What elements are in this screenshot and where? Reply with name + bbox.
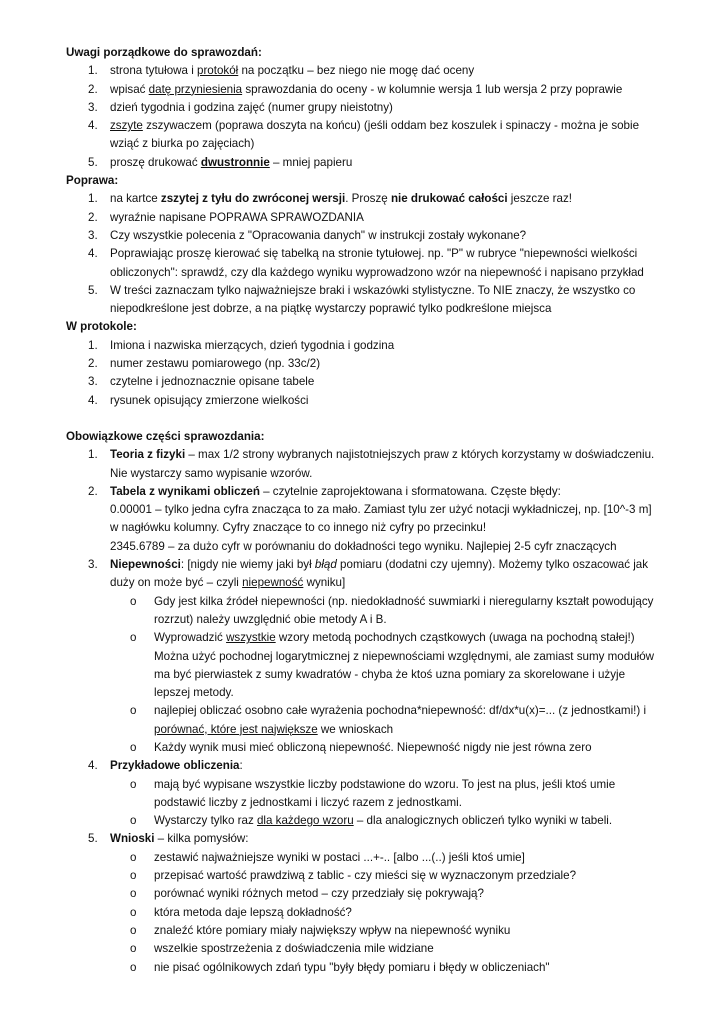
item-text: rysunek opisujący zmierzone wielkości bbox=[110, 393, 309, 407]
item-text: jeszcze raz! bbox=[507, 192, 573, 206]
protokol-item-1 bbox=[66, 337, 663, 355]
item-text: Imiona i nazwiska mierzących, dzień tygodnia i godzina bbox=[110, 338, 395, 352]
bullet-icon: o bbox=[130, 905, 137, 919]
item-text: czytelne i jednoznacznie opisane tabele bbox=[110, 375, 315, 389]
poprawa-item-1 bbox=[66, 190, 663, 208]
item-number: 1. bbox=[88, 338, 98, 352]
obowiazkowe-item-2 bbox=[66, 483, 663, 501]
item-number: 1. bbox=[88, 192, 98, 206]
bullet-icon: o bbox=[130, 740, 137, 754]
section-heading-obowiazkowe: Obowiązkowe części sprawozdania: bbox=[66, 429, 265, 443]
item-text: zestawić najważniejsze wyniki w postaci ...+-.. [albo ...(..) jeśli ktoś umie] bbox=[154, 850, 525, 864]
item-text: przepisać wartość prawdziwą z tablic - czy mieści się w wyznaczonym przedziale? bbox=[154, 869, 577, 883]
item-text: wzory metodą pochodnych cząstkowych (uwaga na pochodną stałej!) bbox=[275, 631, 635, 645]
item-text: dzień tygodnia i godzina zajęć (numer grupy nieistotny) bbox=[110, 100, 393, 114]
underlined-text: porównać, które jest największe bbox=[154, 722, 318, 736]
item-text: Każdy wynik musi mieć obliczoną niepewność. Niepewność nigdy nie jest równa zero bbox=[154, 740, 592, 754]
sub-list-item bbox=[66, 904, 663, 922]
obowiazkowe-item-3 bbox=[66, 556, 663, 593]
bullet-icon: o bbox=[130, 869, 137, 883]
bullet-icon: o bbox=[130, 850, 137, 864]
bold-text: Wnioski bbox=[110, 832, 155, 846]
bullet-icon: o bbox=[130, 942, 137, 956]
item-text: : bbox=[239, 759, 243, 773]
sub-list-item bbox=[66, 885, 663, 903]
item-number: 2. bbox=[88, 357, 98, 371]
item-continuation: 0.00001 – tylko jedna cyfra znacząca to za mało. Zamiast tylu zer użyć notacji wykładniczej, np. [10^-3 m] w nagłówku kolumny. Cyfry znaczące to co innego niż cyfry po przecinku! bbox=[110, 503, 652, 535]
uwagi-item-5 bbox=[66, 154, 663, 172]
item-text: – mniej papieru bbox=[269, 155, 353, 169]
item-number: 4. bbox=[88, 247, 98, 261]
bullet-icon: o bbox=[130, 887, 137, 901]
sub-list-item bbox=[66, 776, 663, 813]
item-text: – dla analogicznych obliczeń tylko wyniki w tabeli. bbox=[353, 814, 613, 828]
item-number: 1. bbox=[88, 448, 98, 462]
poprawa-item-5 bbox=[66, 282, 663, 319]
item-text: strona tytułowa i bbox=[110, 64, 197, 78]
bold-text: nie drukować całości bbox=[390, 192, 508, 206]
item-text: proszę drukować bbox=[110, 155, 201, 169]
item-number: 4. bbox=[88, 119, 98, 133]
bold-text: Przykładowe obliczenia bbox=[110, 759, 240, 773]
protokol-item-3 bbox=[66, 373, 663, 391]
item-number: 5. bbox=[88, 155, 98, 169]
item-number: 5. bbox=[88, 832, 98, 846]
sub-list-item bbox=[66, 702, 663, 739]
item-number: 2. bbox=[88, 210, 98, 224]
item-number: 3. bbox=[88, 228, 98, 242]
item-text: pomiaru (dodatni czy ujemny). Możemy tylko oszacować jak duży on może być – czyli bbox=[110, 558, 649, 590]
uwagi-item-4 bbox=[66, 117, 663, 154]
uwagi-item-1 bbox=[66, 62, 663, 80]
bold-text: Tabela z wynikami obliczeń bbox=[110, 484, 260, 498]
underlined-text: dla każdego wzoru bbox=[256, 814, 354, 828]
item-continuation: 2345.6789 – za dużo cyfr w porównaniu do dokładności tego wyniku. Najlepiej 2-5 cyfr znaczących bbox=[110, 539, 617, 553]
item-text: na kartce bbox=[110, 192, 161, 206]
item-text: najlepiej obliczać osobno całe wyrażenia pochodna*niepewność: df/dx*u(x)=... (z jednostkami!) i bbox=[154, 704, 647, 718]
obowiazkowe-item-5 bbox=[66, 830, 663, 848]
item-text: – czytelnie zaprojektowana i sformatowana. Częste błędy: bbox=[259, 484, 561, 498]
bullet-icon: o bbox=[130, 704, 137, 718]
sub-list-item bbox=[66, 812, 663, 830]
item-number: 4. bbox=[88, 393, 98, 407]
bullet-icon: o bbox=[130, 777, 137, 791]
item-text: – kilka pomysłów: bbox=[154, 832, 249, 846]
item-number: 2. bbox=[88, 82, 98, 96]
sub-list-item bbox=[66, 629, 663, 702]
item-text: numer zestawu pomiarowego (np. 33c/2) bbox=[110, 357, 321, 371]
section-heading-uwagi: Uwagi porządkowe do sprawozdań: bbox=[66, 46, 262, 59]
item-text: wyraźnie napisane POPRAWA SPRAWOZDANIA bbox=[110, 210, 364, 224]
section-heading-protokol: W protokole: bbox=[66, 320, 137, 334]
uwagi-item-2 bbox=[66, 81, 663, 99]
item-text: znaleźć które pomiary miały największy wpływ na niepewność wyniku bbox=[154, 923, 511, 937]
item-text: zszywaczem (poprawa doszyta na końcu) (jeśli oddam bez koszulek i spinaczy - można je sobie wziąć z biurka po zajęciach) bbox=[110, 119, 640, 151]
item-text: Wystarczy tylko raz bbox=[154, 814, 257, 828]
bold-text: zszytej z tyłu do zwróconej wersji bbox=[160, 192, 346, 206]
item-text: sprawozdania do oceny - w kolumnie wersja 1 lub wersja 2 przy poprawie bbox=[242, 82, 623, 96]
item-text: : [nigdy nie wiemy jaki był bbox=[180, 558, 315, 572]
item-text: Poprawiając proszę kierować się tabelką na stronie tytułowej. np. "P" w rubryce "niepewności wielkości obliczonych": sprawdź, czy dla każdego wyniku wyprowadzono wzór na niepewność i napisano przykład bbox=[110, 247, 644, 279]
obowiazkowe-item-4 bbox=[66, 757, 663, 775]
bullet-icon: o bbox=[130, 923, 137, 937]
poprawa-item-2 bbox=[66, 209, 663, 227]
item-text: – max 1/2 strony wybranych najistotniejszych praw z których korzystamy w doświadczeniu. Nie wystarczy samo wypisanie wzorów. bbox=[110, 448, 655, 480]
item-text: wyniku] bbox=[303, 576, 346, 590]
item-text: która metoda daje lepszą dokładność? bbox=[154, 905, 352, 919]
item-text: wszelkie spostrzeżenia z doświadczenia mile widziane bbox=[154, 942, 434, 956]
sub-list-item bbox=[66, 739, 663, 757]
underlined-text: wszystkie bbox=[226, 631, 276, 645]
item-text: Gdy jest kilka źródeł niepewności (np. niedokładność suwmiarki i nieregularny kształt powodujący rozrzut) należy uwzględnić obie metody A i B. bbox=[154, 594, 654, 626]
underlined-text: datę przyniesienia bbox=[148, 82, 243, 96]
item-text: na początku – bez niego nie mogę dać oceny bbox=[238, 64, 475, 78]
item-number: 3. bbox=[88, 100, 98, 114]
item-number: 2. bbox=[88, 484, 98, 498]
item-text: mają być wypisane wszystkie liczby podstawione do wzoru. To jest na plus, jeśli ktoś umie podstawić liczby z jednostkami i liczyć razem z jednostkami. bbox=[154, 777, 616, 809]
item-number: 3. bbox=[88, 375, 98, 389]
underlined-text: niepewność bbox=[242, 576, 304, 590]
uwagi-item-3 bbox=[66, 99, 663, 117]
item-number: 3. bbox=[88, 558, 98, 572]
underlined-text: zszyte bbox=[110, 119, 143, 133]
item-text: Wyprowadzić bbox=[154, 631, 227, 645]
item-number: 4. bbox=[88, 759, 98, 773]
bullet-icon: o bbox=[130, 960, 137, 974]
sub-list-item bbox=[66, 593, 663, 630]
sub-list-item bbox=[66, 922, 663, 940]
item-text: . Proszę bbox=[345, 192, 391, 206]
bold-text: Teoria z fizyki bbox=[110, 448, 186, 462]
item-text: Można użyć pochodnej logarytmicznej z niepewnościami względnymi, ale zamiast sumy modułów ma być pierwiastek z sumy kwadratów - chyba że ktoś uzna pomiary za skorelowane i użyje lepszej metody. bbox=[154, 649, 655, 700]
item-number: 5. bbox=[88, 283, 98, 297]
bold-text: Niepewności bbox=[110, 558, 181, 572]
item-text: we wnioskach bbox=[317, 722, 394, 736]
item-text: nie pisać ogólnikowych zdań typu "były błędy pomiaru i błędy w obliczeniach" bbox=[154, 960, 550, 974]
bullet-icon: o bbox=[130, 814, 137, 828]
poprawa-item-4 bbox=[66, 245, 663, 282]
item-text: wpisać bbox=[110, 82, 149, 96]
item-number: 1. bbox=[88, 64, 98, 78]
bullet-icon: o bbox=[130, 594, 137, 608]
protokol-item-2 bbox=[66, 355, 663, 373]
bold-underlined-text: dwustronnie bbox=[200, 155, 270, 169]
item-text: Czy wszystkie polecenia z "Opracowania danych" w instrukcji zostały wykonane? bbox=[110, 228, 527, 242]
section-spacer bbox=[66, 410, 663, 428]
sub-list-item bbox=[66, 940, 663, 958]
sub-list-item bbox=[66, 867, 663, 885]
item-text: porównać wyniki różnych metod – czy przedziały się pokrywają? bbox=[154, 887, 484, 901]
italic-text: błąd bbox=[314, 558, 337, 572]
obowiazkowe-item-1 bbox=[66, 446, 663, 483]
section-heading-poprawa: Poprawa: bbox=[66, 174, 119, 188]
sub-list-item bbox=[66, 849, 663, 867]
underlined-text: protokół bbox=[197, 64, 239, 78]
sub-list-item bbox=[66, 959, 663, 977]
bullet-icon: o bbox=[130, 631, 137, 645]
poprawa-item-3 bbox=[66, 227, 663, 245]
item-text: W treści zaznaczam tylko najważniejsze braki i wskazówki stylistyczne. To NIE znaczy, że wszystko co niepodkreślone jest dobrze, a na piątkę wystarczy poprawić tylko podkreślone miejsca bbox=[110, 283, 636, 316]
protokol-item-4 bbox=[66, 392, 663, 410]
